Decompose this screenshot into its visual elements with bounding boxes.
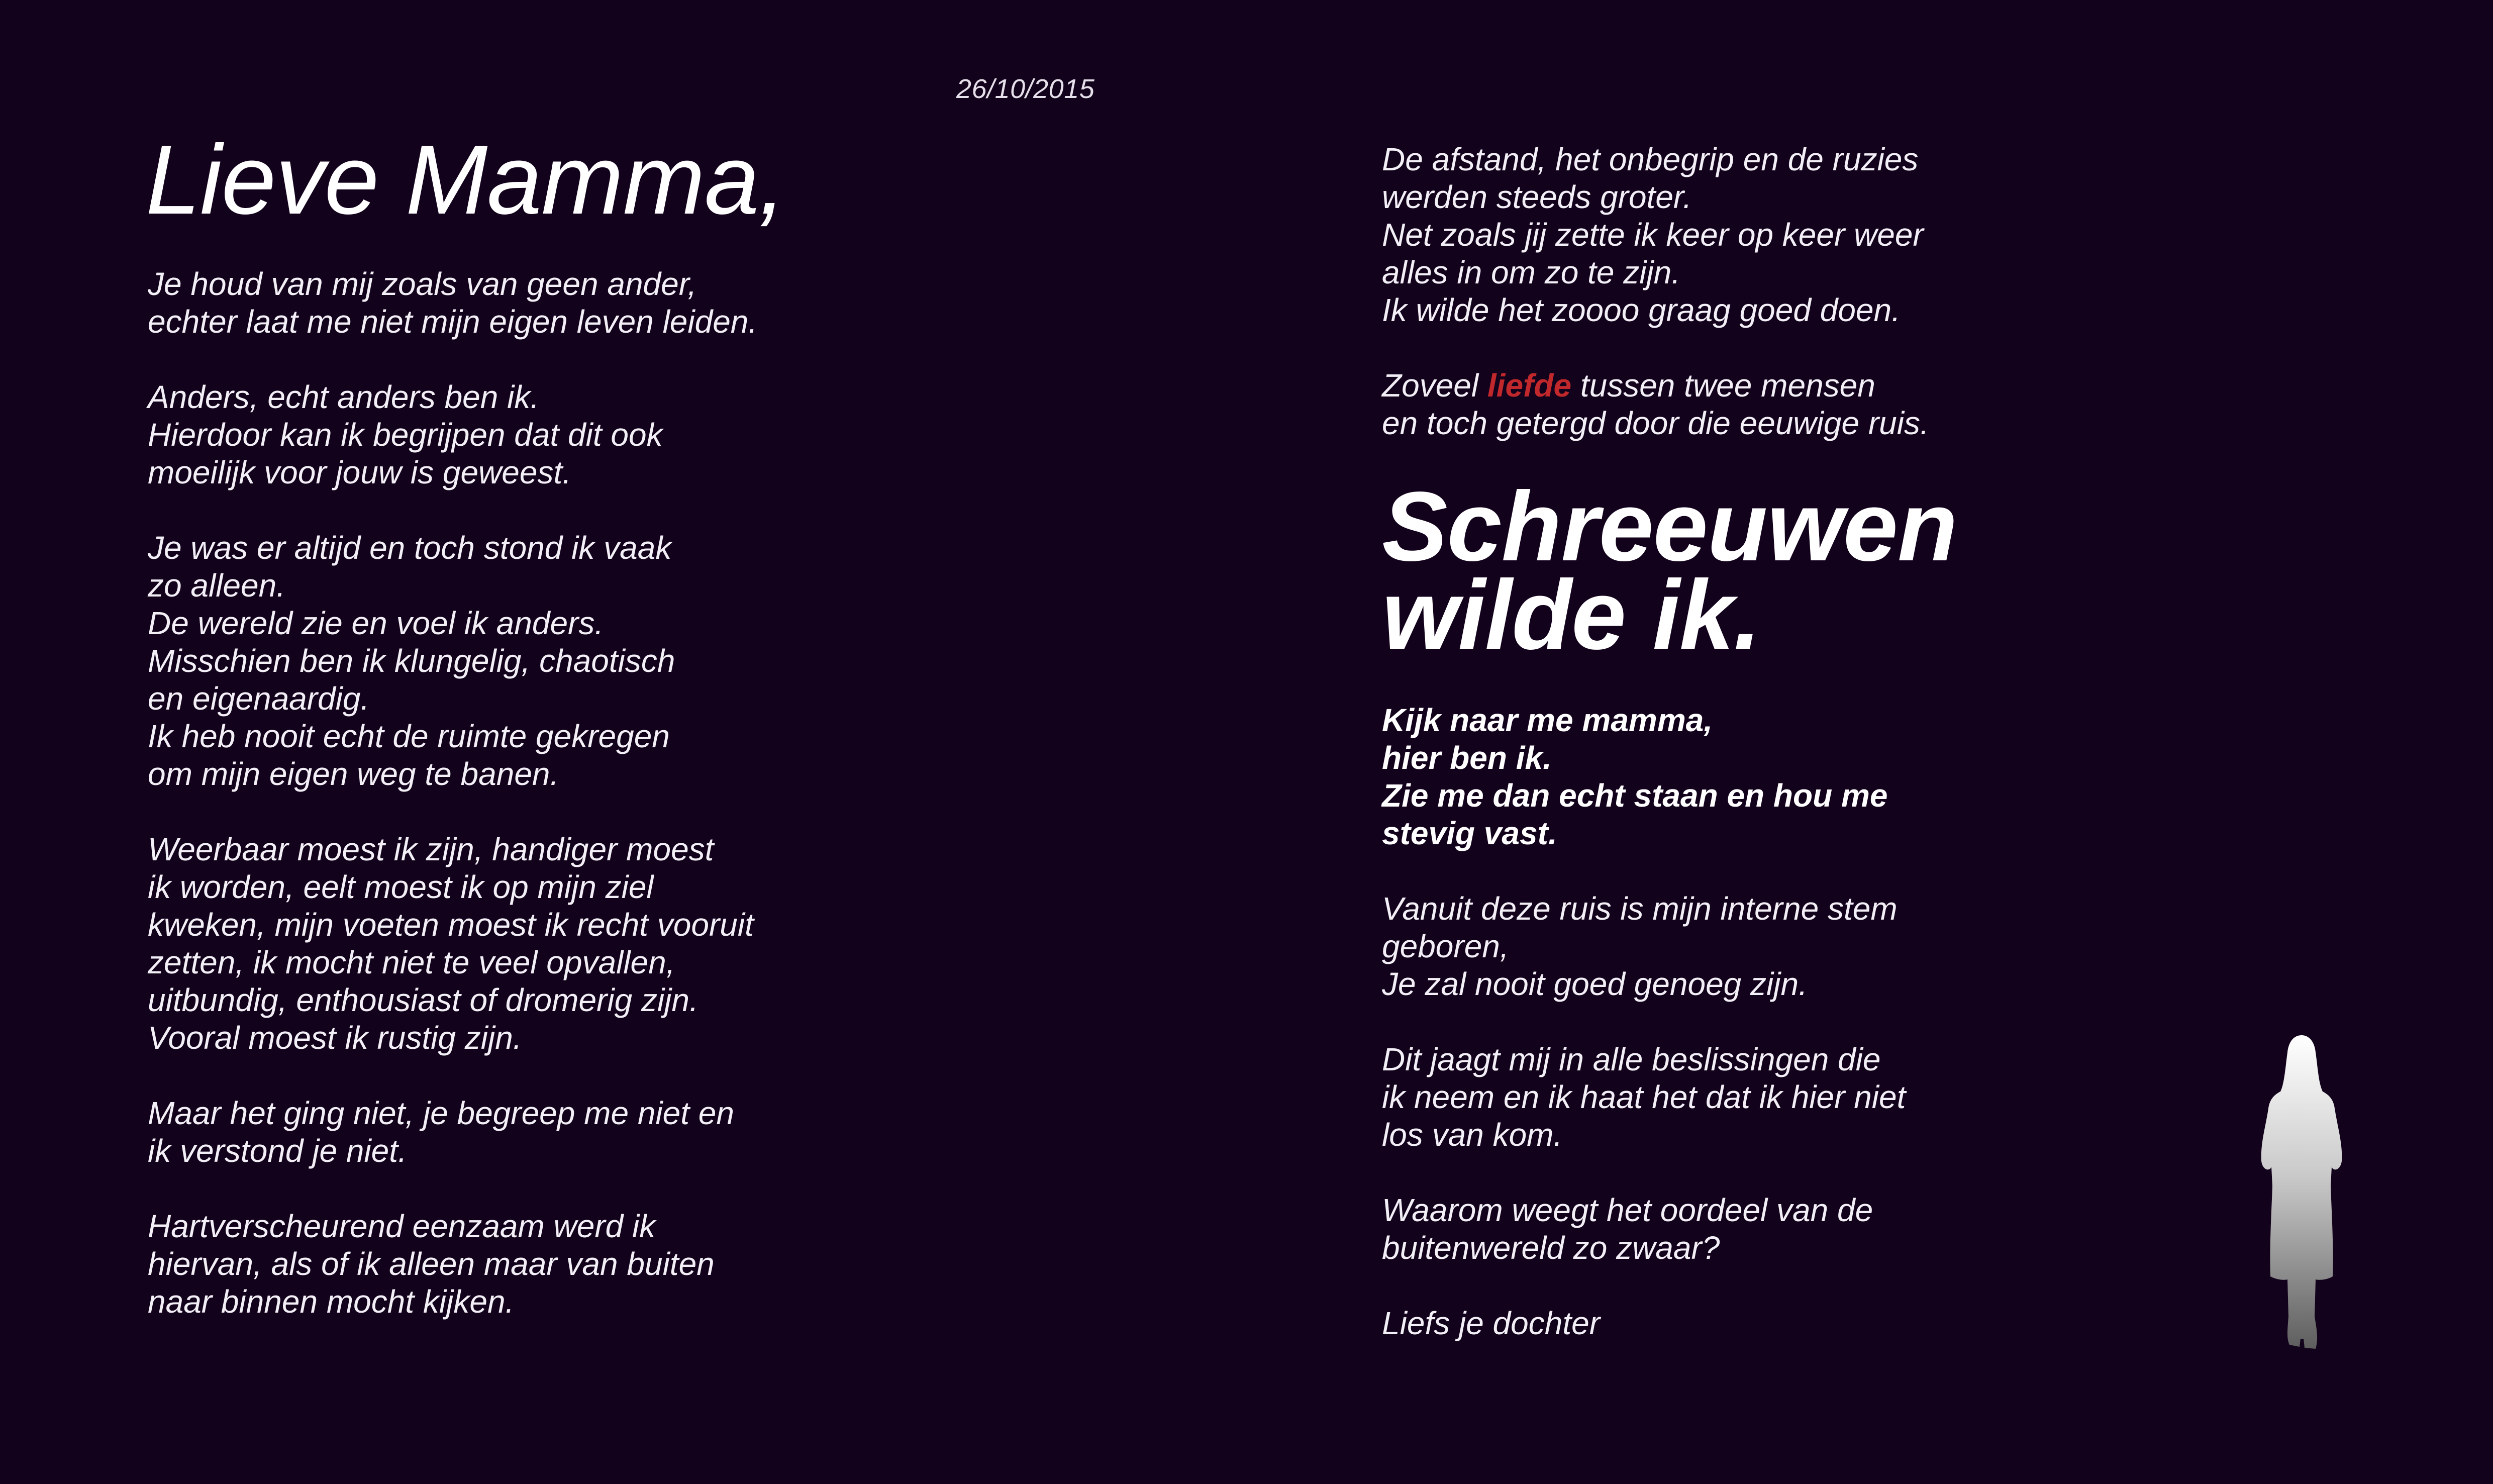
- right-stanzas: [1382, 890, 2136, 1342]
- stanza: [148, 529, 902, 793]
- text-line: moeilijk voor jouw is geweest.: [148, 454, 571, 490]
- text-line: Vanuit deze ruis is mijn interne stem: [1382, 891, 1898, 927]
- left-column: [146, 125, 902, 1358]
- text-line: naar binnen mocht kijken.: [148, 1283, 515, 1320]
- stanza: [1382, 141, 2136, 329]
- text-line: ik verstond je niet.: [148, 1133, 407, 1169]
- right-column: [1382, 141, 2136, 1380]
- text-line: om mijn eigen weg te banen.: [148, 756, 559, 792]
- text-line: Kijk naar me mamma,: [1382, 702, 1713, 738]
- text-line: Je zal nooit goed genoeg zijn.: [1382, 966, 1808, 1002]
- love-line-before: Zoveel: [1382, 367, 1487, 404]
- text-line: Je was er altijd en toch stond ik vaak: [148, 530, 672, 566]
- text-line: Maar het ging niet, je begreep me niet en: [148, 1095, 734, 1131]
- text-line: Misschien ben ik klungelig, chaotisch: [148, 643, 675, 679]
- love-line: [1382, 367, 2136, 405]
- text-line: Waarom weegt het oordeel van de: [1382, 1192, 1873, 1228]
- text-line: Hierdoor kan ik begrijpen dat dit ook: [148, 417, 663, 453]
- text-line: De wereld zie en voel ik anders.: [148, 605, 604, 641]
- text-line: geboren,: [1382, 928, 1509, 964]
- text-line: Vooral moest ik rustig zijn.: [148, 1020, 522, 1056]
- love-stanza: [1382, 367, 2136, 442]
- text-line: Ik wilde het zoooo graag goed doen.: [1382, 292, 1901, 328]
- text-line: uitbundig, enthousiast of dromerig zijn.: [148, 982, 699, 1018]
- text-line: stevig vast.: [1382, 815, 1557, 851]
- text-line: Je houd van mij zoals van geen ander,: [148, 266, 697, 302]
- stanza: [148, 378, 902, 491]
- love-line-after: tussen twee mensen: [1571, 367, 1875, 404]
- stanza: [148, 1208, 902, 1321]
- heading-line: wilde ik.: [1382, 560, 1761, 670]
- text-line: Ik heb nooit echt de ruimte gekregen: [148, 718, 670, 754]
- text-line: echter laat me niet mijn eigen leven leiden.: [148, 304, 758, 340]
- text-line: Hartverscheurend eenzaam werd ik: [148, 1208, 656, 1244]
- woman-silhouette-icon: [2256, 1035, 2347, 1350]
- stanza: [1382, 890, 2136, 1003]
- stanza: [148, 265, 902, 341]
- text-line: en eigenaardig.: [148, 680, 370, 717]
- text-line: kweken, mijn voeten moest ik recht vooruit: [148, 907, 754, 943]
- text-line: hiervan, als of ik alleen maar van buiten: [148, 1246, 715, 1282]
- love-word: liefde: [1487, 367, 1572, 404]
- text-line: ik neem en ik haat het dat ik hier niet: [1382, 1079, 1906, 1115]
- text-line: los van kom.: [1382, 1117, 1563, 1153]
- text-line: hier ben ik.: [1382, 740, 1552, 776]
- text-line: ik worden, eelt moest ik op mijn ziel: [148, 869, 654, 905]
- bold-stanza: [1382, 702, 2136, 852]
- text-line: zo alleen.: [148, 567, 285, 604]
- heading: [1382, 471, 2136, 670]
- stanza: [1382, 1041, 2136, 1154]
- text-line: Net zoals jij zette ik keer op keer weer: [1382, 217, 1924, 253]
- letter-date: 26/10/2015: [956, 74, 1095, 104]
- text-line: De afstand, het onbegrip en de ruzies: [1382, 141, 1919, 177]
- stanza: [148, 1095, 902, 1170]
- text-line: Zie me dan echt staan en hou me: [1382, 777, 1888, 814]
- text-line: alles in om zo te zijn.: [1382, 254, 1681, 290]
- text-line: werden steeds groter.: [1382, 179, 1692, 215]
- salutation: Lieve Mamma,: [146, 125, 786, 235]
- text-line: Anders, echt anders ben ik.: [148, 379, 540, 415]
- text-line: buitenwereld zo zwaar?: [1382, 1230, 1720, 1266]
- text-line: Liefs je dochter: [1382, 1305, 1601, 1341]
- text-line: zetten, ik mocht niet te veel opvallen,: [148, 944, 675, 980]
- left-stanzas: [148, 265, 902, 1321]
- stanza: [1382, 1192, 2136, 1267]
- text-line: Dit jaagt mij in alle beslissingen die: [1382, 1041, 1881, 1077]
- text-line: en toch getergd door die eeuwige ruis.: [1382, 405, 1929, 441]
- stanza: [148, 831, 902, 1057]
- text-line: Weerbaar moest ik zijn, handiger moest: [148, 831, 714, 867]
- stanza: [1382, 1305, 2136, 1342]
- heading-line: Schreeuwen: [1382, 471, 1957, 581]
